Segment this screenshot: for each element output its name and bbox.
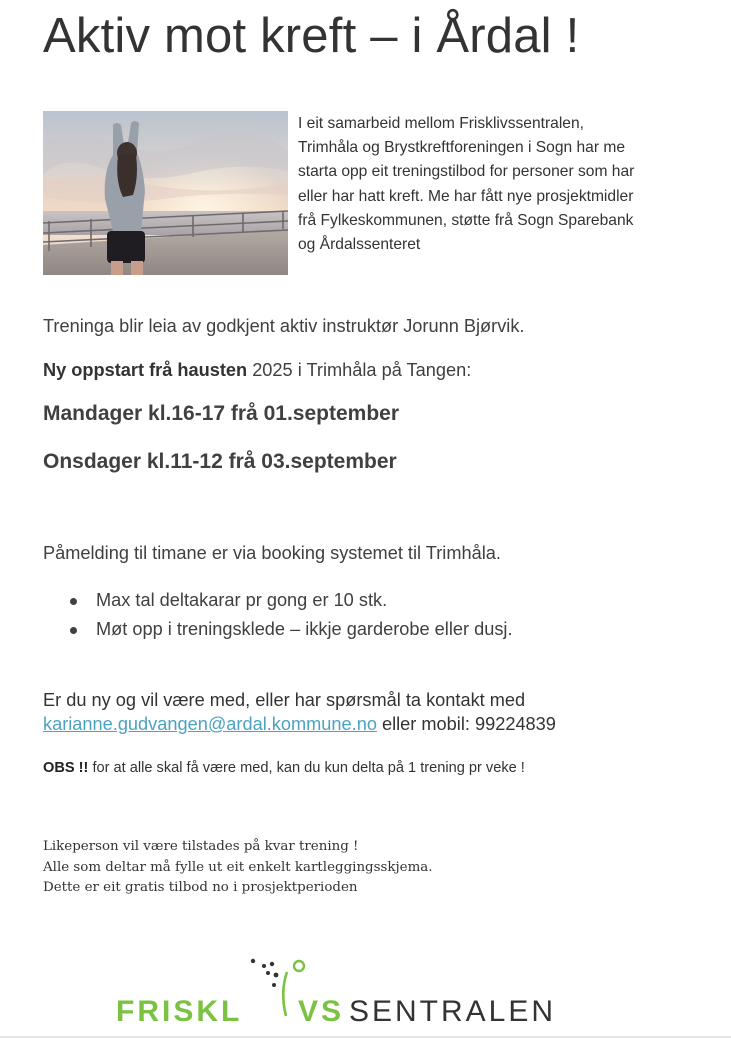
logo-text-green-2: VS xyxy=(298,995,345,1028)
footnote xyxy=(43,837,433,899)
intro-line: Trimhåla og Brystkreftforeningen i Sogn har me xyxy=(298,139,626,157)
intro-line: eller har hatt kreft. Me har fått nye prosjektmidler xyxy=(298,187,634,205)
intro-line: starta opp eit treningstilbod for personer som har xyxy=(298,163,635,181)
page-bottom-divider xyxy=(0,1036,731,1038)
schedule-wednesday: Onsdager kl.11-12 frå 03.september xyxy=(43,450,397,473)
footnote-line: Alle som deltar må fylle ut eit enkelt kartleggingsskjema. xyxy=(43,859,433,875)
hero-photo xyxy=(43,111,288,275)
mobile-text: eller mobil: 99224839 xyxy=(376,714,556,734)
logo-graphic xyxy=(116,958,616,1028)
woman-stretching-by-sea-image xyxy=(43,111,288,275)
restart-rest: 2025 i Trimhåla på Tangen: xyxy=(247,360,472,380)
intro-line: frå Fylkeskommunen, støtte frå Sogn Sparebank xyxy=(298,211,634,229)
contact-line-2 xyxy=(43,712,556,736)
obs-text: for at alle skal få være med, kan du kun delta på 1 trening pr veke ! xyxy=(88,760,525,776)
restart-text xyxy=(43,360,471,381)
page-title: Aktiv mot kreft – i Årdal ! xyxy=(43,9,580,63)
logo-dots-icon xyxy=(251,959,279,987)
footnote-line: Likeperson vil være tilstades på kvar trening ! xyxy=(43,839,359,854)
logo-text-green: FRISKL xyxy=(116,995,243,1028)
obs-notice xyxy=(43,760,525,776)
intro-paragraph xyxy=(298,112,698,257)
restart-bold: Ny oppstart frå hausten xyxy=(43,360,248,380)
contact-paragraph xyxy=(43,688,556,736)
logo-text-dark: SENTRALEN xyxy=(349,995,557,1028)
contact-line: Er du ny og vil være med, eller har spørsmål ta kontakt med xyxy=(43,690,526,710)
email-link[interactable]: karianne.gudvangen@ardal.kommune.no xyxy=(43,714,377,734)
logo-swoosh-icon xyxy=(283,972,287,1016)
intro-line: og Årdalssenteret xyxy=(298,236,421,254)
frisklivssentralen-logo xyxy=(116,958,616,1028)
list-item: Møt opp i treningsklede – ikkje garderobe eller dusj. xyxy=(68,615,513,644)
rules-list xyxy=(68,586,513,644)
signup-text: Påmelding til timane er via booking systemet til Trimhåla. xyxy=(43,543,501,563)
logo-circle-icon xyxy=(294,961,304,971)
instructor-text: Treninga blir leia av godkjent aktiv instruktør Jorunn Bjørvik. xyxy=(43,316,525,336)
list-item: Max tal deltakarar pr gong er 10 stk. xyxy=(68,586,513,615)
footnote-line: Dette er eit gratis tilbod no i prosjektperioden xyxy=(43,880,358,895)
schedule-monday: Mandager kl.16-17 frå 01.september xyxy=(43,402,399,425)
obs-label: OBS !! xyxy=(43,760,89,776)
intro-line: I eit samarbeid mellom Frisklivssentralen, xyxy=(298,115,584,132)
